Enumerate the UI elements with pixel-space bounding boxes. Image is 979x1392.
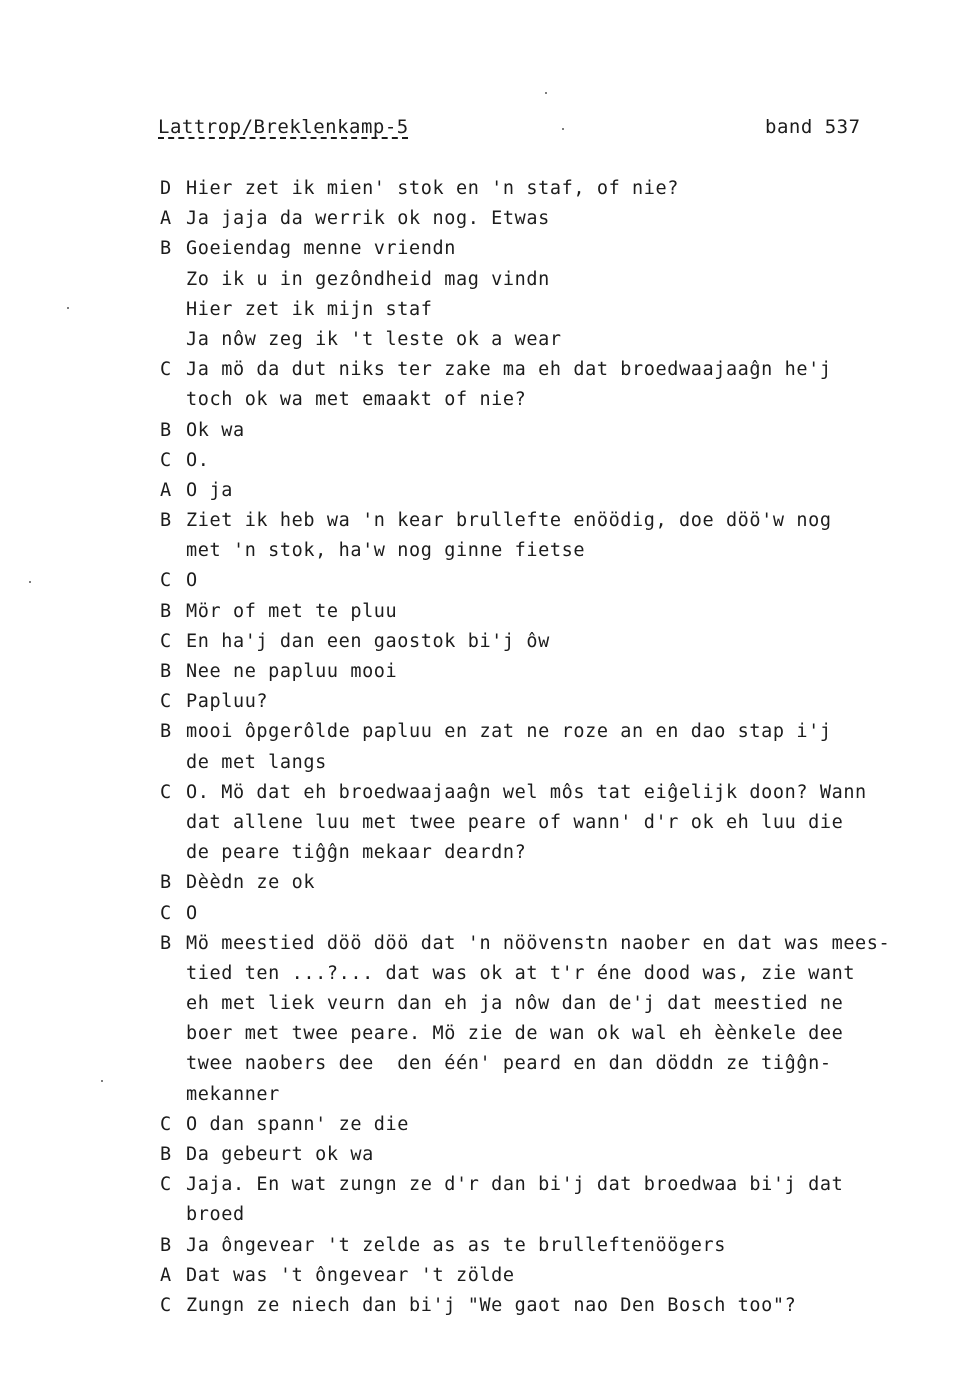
utterance-text: Ja jaja da werrik ok nog. Etwas <box>186 208 550 230</box>
utterance-text: mekanner <box>186 1083 280 1105</box>
band-number: band 537 <box>765 116 861 138</box>
utterance-text: En ha'j dan een gaostok bi'j ôw <box>186 630 550 652</box>
utterance-text: Mö meestied döö döö dat 'n nöövenstn naober en dat was mees- <box>186 932 891 954</box>
speaker-label: C <box>160 630 172 652</box>
transcript <box>160 174 940 1321</box>
utterance-text: Zo ik u in gezôndheid mag vindn <box>186 268 550 290</box>
speaker-label: C <box>160 570 172 592</box>
speaker-label: B <box>160 600 172 622</box>
speaker-label: A <box>160 208 172 230</box>
utterance-text: broed <box>186 1204 245 1226</box>
speaker-label: C <box>160 691 172 713</box>
utterance-text: Jaja. En wat zungn ze d'r dan bi'j dat broedwaa bi'j dat <box>186 1174 844 1196</box>
utterance-text: mooi ôpgerôlde papluu en zat ne roze an en dao stap i'j <box>186 721 832 743</box>
transcript-line <box>160 778 940 808</box>
speaker-label: B <box>160 721 172 743</box>
utterance-text: Zungn ze niech dan bi'j "We gaot nao Den Bosch too"? <box>186 1294 797 1316</box>
scan-speck <box>545 92 547 94</box>
speaker-label: C <box>160 1294 172 1316</box>
utterance-text: Ok wa <box>186 419 245 441</box>
transcript-line <box>160 838 940 868</box>
transcript-line <box>160 717 940 747</box>
transcript-line <box>160 868 940 898</box>
speaker-label: C <box>160 902 172 924</box>
transcript-line <box>160 1140 940 1170</box>
transcript-line <box>160 385 940 415</box>
transcript-line <box>160 1110 940 1140</box>
transcript-line <box>160 325 940 355</box>
speaker-label: B <box>160 238 172 260</box>
scan-speck <box>67 307 69 309</box>
transcript-line <box>160 1261 940 1291</box>
transcript-line <box>160 1049 940 1079</box>
speaker-label: B <box>160 932 172 954</box>
utterance-text: de peare tiĝĝn mekaar deardn? <box>186 842 527 864</box>
speaker-label: B <box>160 1234 172 1256</box>
utterance-text: boer met twee peare. Mö zie de wan ok wal eh èènkele dee <box>186 1023 844 1045</box>
transcript-line <box>160 687 940 717</box>
speaker-label: B <box>160 1144 172 1165</box>
transcript-line <box>160 1170 940 1200</box>
transcript-line <box>160 1291 940 1321</box>
transcript-line <box>160 355 940 385</box>
document-title: Lattrop/Breklenkamp-5 <box>158 116 409 138</box>
transcript-line <box>160 929 940 959</box>
transcript-line <box>160 174 940 204</box>
speaker-label: C <box>160 449 172 471</box>
scan-speck <box>562 128 564 130</box>
scan-speck <box>29 581 31 583</box>
transcript-line <box>160 657 940 687</box>
speaker-label: C <box>160 781 172 803</box>
transcript-line <box>160 506 940 536</box>
utterance-text: O ja <box>186 479 233 501</box>
utterance-text: tied ten ...?... dat was ok at t'r éne dood was, zie want <box>186 962 856 984</box>
utterance-text: Nee ne papluu mooi <box>186 661 398 682</box>
speaker-label: B <box>160 872 172 894</box>
scan-speck <box>101 1080 103 1082</box>
utterance-text: O <box>186 902 198 924</box>
utterance-text: Ja nôw zeg ik 't leste ok a wear <box>186 328 562 350</box>
speaker-label: A <box>160 1264 172 1286</box>
utterance-text: Goeiendag menne vriendn <box>186 238 456 260</box>
speaker-label: B <box>160 661 172 682</box>
transcript-line <box>160 566 940 596</box>
utterance-text: Dèèdn ze ok <box>186 872 316 894</box>
utterance-text: O <box>186 570 198 592</box>
transcript-line <box>160 1019 940 1049</box>
transcript-line <box>160 295 940 325</box>
utterance-text: Papluu? <box>186 691 269 713</box>
speaker-label: C <box>160 1113 172 1135</box>
utterance-text: twee naobers dee den één' peard en dan döddn ze tiĝĝn- <box>186 1053 832 1075</box>
utterance-text: Ja mö da dut niks ter zake ma eh dat broedwaajaaĝn he'j <box>186 359 832 381</box>
utterance-text: O. Mö dat eh broedwaajaaĝn wel môs tat eiĝelijk doon? Wann <box>186 781 867 803</box>
utterance-text: O. <box>186 449 210 471</box>
utterance-text: Hier zet ik mijn staf <box>186 298 433 320</box>
transcript-line <box>160 416 940 446</box>
utterance-text: Mör of met te pluu <box>186 600 398 622</box>
transcript-line <box>160 989 940 1019</box>
utterance-text: eh met liek veurn dan eh ja nôw dan de'j dat meestied ne <box>186 993 844 1015</box>
utterance-text: toch ok wa met emaakt of nie? <box>186 389 527 411</box>
transcript-line <box>160 1231 940 1261</box>
transcript-line <box>160 234 940 264</box>
transcript-line <box>160 748 940 778</box>
speaker-label: C <box>160 1174 172 1196</box>
transcript-line <box>160 808 940 838</box>
speaker-label: B <box>160 510 172 532</box>
speaker-label: A <box>160 479 172 501</box>
transcript-line <box>160 476 940 506</box>
transcript-line <box>160 899 940 929</box>
utterance-text: O dan spann' ze die <box>186 1113 410 1135</box>
transcript-line <box>160 627 940 657</box>
utterance-text: Da gebeurt ok wa <box>186 1144 374 1165</box>
speaker-label: D <box>160 178 172 199</box>
transcript-line <box>160 1200 940 1230</box>
utterance-text: de met langs <box>186 751 327 773</box>
transcript-line <box>160 204 940 234</box>
utterance-text: dat allene luu met twee peare of wann' d'r ok eh luu die <box>186 811 844 833</box>
transcript-line <box>160 959 940 989</box>
speaker-label: B <box>160 419 172 441</box>
transcript-line <box>160 265 940 295</box>
transcript-line <box>160 1080 940 1110</box>
transcript-line <box>160 597 940 627</box>
transcript-line <box>160 446 940 476</box>
utterance-text: Ja ôngevear 't zelde as as te brulleftenöögers <box>186 1234 726 1256</box>
utterance-text: Ziet ik heb wa 'n kear brullefte enöödig, doe döö'w nog <box>186 510 832 532</box>
utterance-text: Dat was 't ôngevear 't zölde <box>186 1264 515 1286</box>
utterance-text: Hier zet ik mien' stok en 'n staf, of nie? <box>186 178 679 199</box>
transcript-line <box>160 536 940 566</box>
utterance-text: met 'n stok, ha'w nog ginne fietse <box>186 540 586 562</box>
speaker-label: C <box>160 359 172 381</box>
